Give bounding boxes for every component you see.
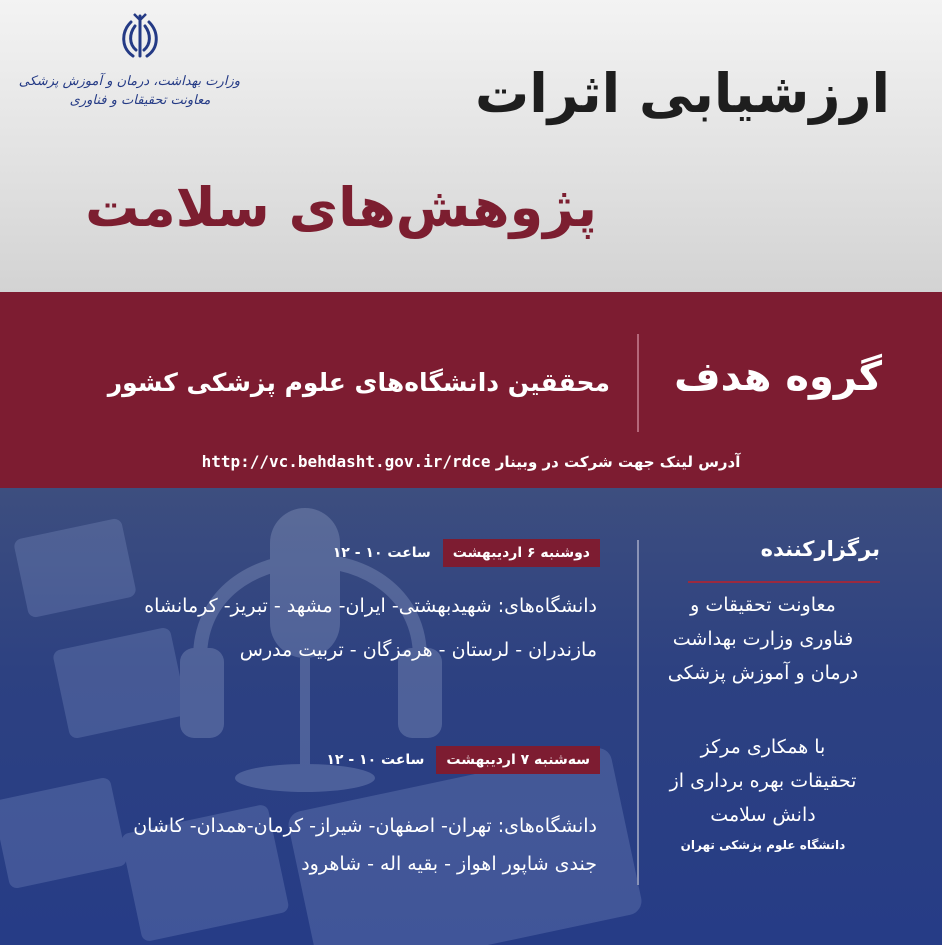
ministry-logo xyxy=(18,12,240,127)
target-divider xyxy=(637,334,639,432)
collaborator-line2: تحقیقات بهره برداری از xyxy=(669,770,857,792)
organizer-line2: فناوری وزارت بهداشت xyxy=(672,628,854,650)
session-1-day: دوشنبه ۶ اردیبهشت xyxy=(443,539,600,567)
session-2-time: ساعت ۱۰ - ۱۲ xyxy=(326,752,425,768)
header-section xyxy=(0,0,942,292)
collaborator-line3: دانش سلامت xyxy=(710,804,816,826)
ministry-name: وزارت بهداشت، درمان و آموزش پزشکی xyxy=(18,74,240,89)
page-title-line2: پژوهش‌های سلامت xyxy=(85,176,597,239)
column-divider xyxy=(637,540,639,885)
webinar-link-label: آدرس لینک جهت شرکت در وبینار xyxy=(495,453,741,471)
session-1-header xyxy=(333,539,600,567)
target-group-text: محققین دانشگاه‌های علوم پزشکی کشور xyxy=(107,368,610,397)
deputy-name: معاونت تحقیقات و فناوری xyxy=(69,93,211,108)
organizer-rule xyxy=(688,581,880,583)
page-title-line1: ارزشیابی اثرات xyxy=(475,62,890,125)
collaborator-line4: دانشگاه علوم پزشکی تهران xyxy=(680,838,846,852)
session-2-universities-line2: جندی شاپور اهواز - بقیه اله - شاهرود xyxy=(301,853,597,875)
session-2-day: سه‌شنبه ۷ اردیبهشت xyxy=(436,746,600,774)
session-2-universities-line1: دانشگاه‌های: تهران- اصفهان- شیراز- کرمان-همدان- کاشان xyxy=(133,815,597,837)
organizer-title: برگزارکننده xyxy=(760,537,880,561)
organizer-line1: معاونت تحقیقات و xyxy=(690,594,836,616)
iran-emblem-icon xyxy=(115,12,165,64)
session-1-universities-line1: دانشگاه‌های: شهیدبهشتی- ایران- مشهد - تبریز- کرمانشاه xyxy=(144,595,597,617)
organizer-line3: درمان و آموزش پزشکی xyxy=(667,662,859,684)
collaborator-line1: با همکاری مرکز xyxy=(700,736,826,758)
session-1-universities-line2: مازندران - لرستان - هرمزگان - تربیت مدرس xyxy=(239,639,597,661)
session-2-header xyxy=(326,746,600,774)
target-group-label: گروه هدف xyxy=(674,354,882,400)
target-group-band xyxy=(0,292,942,488)
webinar-link-line xyxy=(0,452,942,471)
webinar-link-url[interactable]: http://vc.behdasht.gov.ir/rdce xyxy=(201,452,491,471)
session-1-time: ساعت ۱۰ - ۱۲ xyxy=(332,545,431,561)
